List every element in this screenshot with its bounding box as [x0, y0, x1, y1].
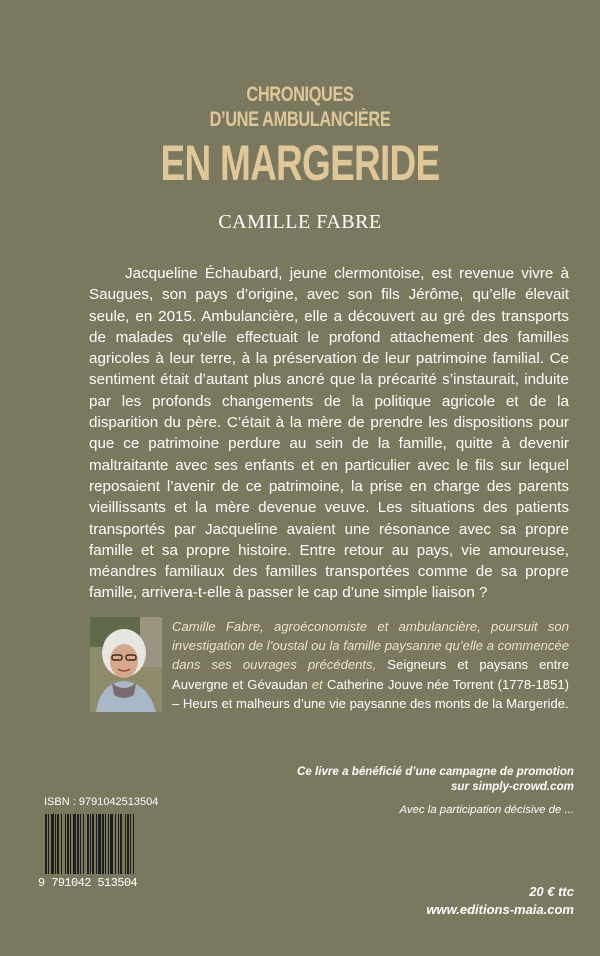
barcode-bar — [83, 814, 84, 874]
bio-book-title-1: Seigneurs et paysans entre Auvergne et Gévaudan — [172, 657, 569, 692]
barcode-bar — [80, 814, 81, 874]
barcode-bar — [70, 814, 71, 874]
barcode-digits: 9 791042 513504 — [38, 876, 138, 890]
barcode-bar — [77, 814, 79, 874]
barcode-bar — [67, 814, 69, 874]
author-photo — [90, 617, 162, 712]
isbn-label: ISBN : 9791042513504 — [44, 796, 159, 808]
barcode-bar — [61, 814, 62, 874]
barcode — [44, 814, 162, 874]
barcode-bar — [118, 814, 119, 874]
barcode-bar — [115, 814, 116, 874]
barcode-bar — [125, 814, 126, 874]
price: 20 € ttc — [529, 884, 574, 899]
bio-part-3: et — [311, 676, 323, 692]
barcode-bar — [130, 814, 131, 874]
summary-text: Jacqueline Échaubard, jeune clermontoise, est revenue vivre à Saugues, son pays d’origine, avec son fils Jérôme, qu’elle élevait seule, en 2015. Ambulancière, elle a découvert au gré des transports de malades qu’elle effectuait le profond attachement des familles agricoles à leur terre, à la préservation de leur patrimoine familial. Ce sentiment était d’autant plus ancré que la précarité s’instaurait, induite par les profonds changements de la politique agricole et de la disparition du père. C’était à la mère de prendre les dispositions pour que ce patrimoine perdure au sein de la famille, quitte à devenir maltraitante avec ses enfants et en particulier avec le fils sur lequel reposaient l’avenir de ce patrimoine, la prise en charge des parents vieillissants et la mère devenue veuve. Les situations des patients transportés par Jacqueline avaient une résonance avec sa propre famille et sa propre histoire. Entre retour au pays, vie amoureuse, méandres familiaux des familles transportées comme de sa propre famille, arrivera-t-elle à passer le cap d’une simple liaison ? — [89, 265, 569, 602]
barcode-bar — [45, 814, 47, 874]
barcode-bar — [105, 814, 106, 874]
barcode-bar — [92, 814, 94, 874]
barcode-bar — [96, 814, 97, 874]
barcode-bar — [120, 814, 122, 874]
barcode-bar — [102, 814, 104, 874]
participation-text: Avec la participation décisive de ... — [399, 804, 574, 816]
promo-text — [297, 764, 574, 794]
barcode-bar — [87, 814, 89, 874]
barcode-bar — [65, 814, 66, 874]
barcode-bar — [98, 814, 101, 874]
bio-book-title-2: Catherine Jouve née Torrent (1778-1851) – Heurs et malheurs d’une vie paysanne des monts de la Margeride. — [172, 676, 569, 711]
promo-line-2: sur simply-crowd.com — [450, 780, 574, 793]
title-line-1: CHRONIQUES — [246, 83, 354, 106]
promo-line-1: Ce livre a bénéficié d’une campagne de promotion — [296, 765, 574, 778]
barcode-bar — [110, 814, 113, 874]
author-portrait-icon — [90, 617, 162, 712]
publisher-website: www.editions-maia.com — [426, 902, 574, 917]
barcode-bar — [90, 814, 91, 874]
bio-part-1: Camille Fabre, agroéconomiste et ambulancière, poursuit son investigation de l’oustal ou la famille paysanne qu’elle a commencée dans ses ouvrages précédents, — [172, 619, 569, 673]
barcode-bar — [108, 814, 109, 874]
author-bio — [172, 617, 569, 713]
barcode-bar — [133, 814, 134, 874]
barcode-bar — [48, 814, 49, 874]
barcode-bar — [57, 814, 59, 874]
barcode-bar — [127, 814, 129, 874]
barcode-bar — [51, 814, 54, 874]
title-line-2: D’UNE AMBULANCIÈRE — [209, 108, 391, 131]
barcode-bar — [73, 814, 76, 874]
title-line-3: EN MARGERIDE — [160, 135, 440, 191]
cover-title — [0, 82, 600, 192]
author-name: CAMILLE FABRE — [218, 211, 382, 233]
barcode-bar — [55, 814, 56, 874]
